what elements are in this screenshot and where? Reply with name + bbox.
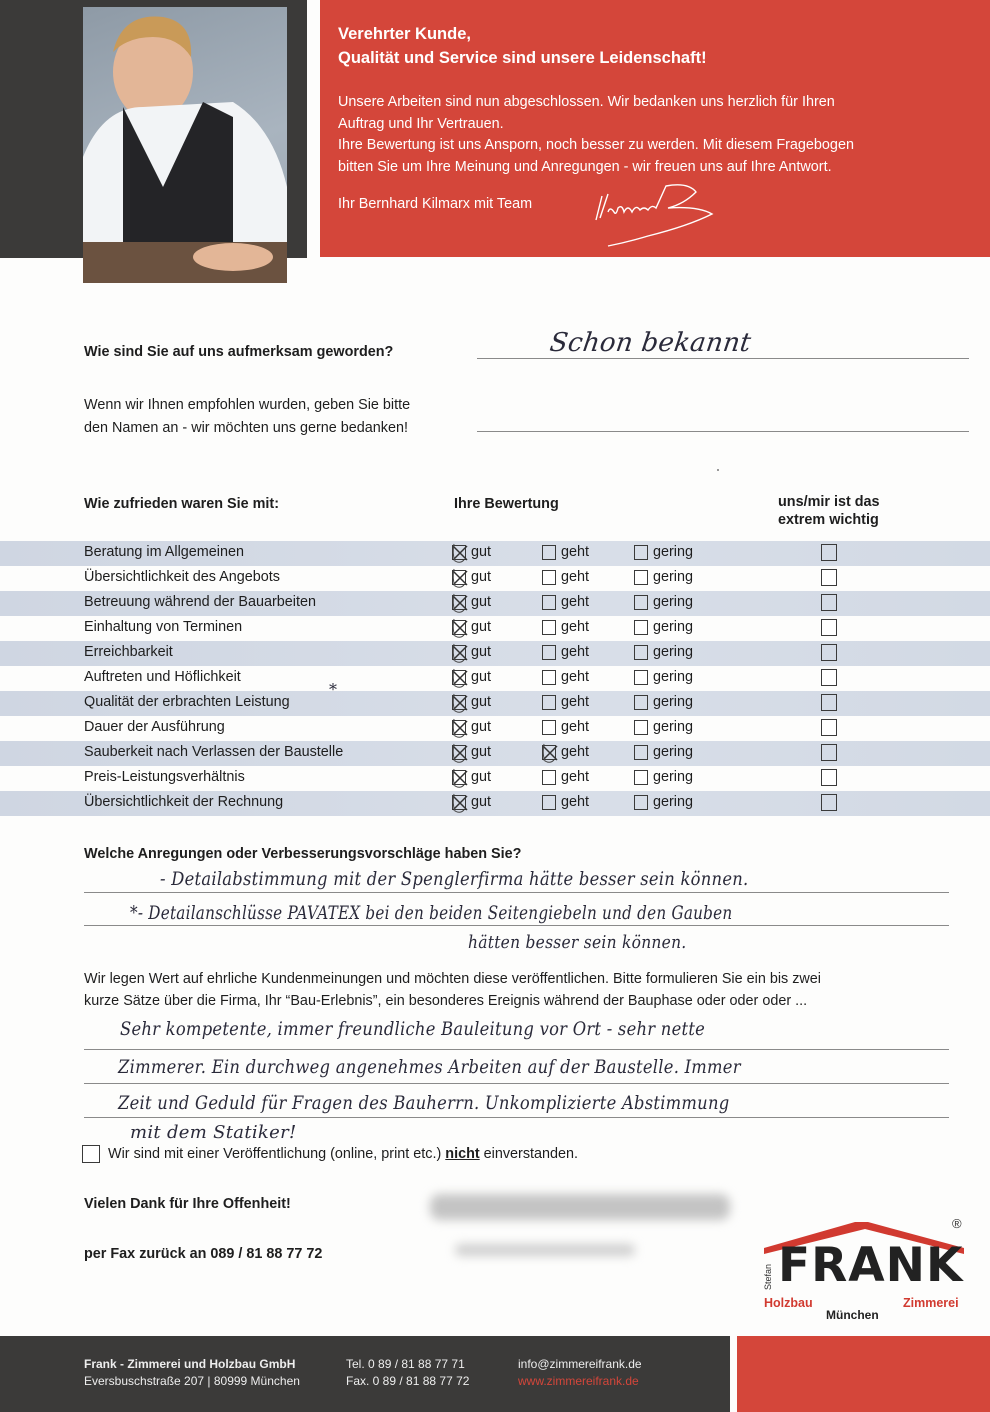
- optout-emphasis: nicht: [445, 1146, 480, 1162]
- checkbox-geht[interactable]: [542, 545, 556, 560]
- importance-checkbox[interactable]: [821, 669, 837, 686]
- referral-label-line: den Namen an - wir möchten uns gerne bedanken!: [84, 420, 408, 436]
- importance-checkbox-wrap[interactable]: [821, 644, 842, 661]
- source-question-label: Wie sind Sie auf uns aufmerksam geworden?: [84, 344, 394, 360]
- rating-row: [0, 541, 990, 566]
- footer-phone: [346, 1356, 469, 1390]
- checkbox-gut[interactable]: [452, 770, 466, 785]
- option-label: geht: [561, 594, 590, 610]
- option-label: gering: [653, 669, 694, 685]
- writing-line: [84, 892, 949, 893]
- rating-row: [0, 716, 990, 741]
- footer-fax: Fax. 0 89 / 81 88 77 72: [346, 1374, 470, 1388]
- option-label: gut: [471, 694, 492, 710]
- fax-instruction: per Fax zurück an 089 / 81 88 77 72: [84, 1246, 323, 1262]
- rating-option-geht[interactable]: [542, 619, 589, 635]
- testimonial-intro-line: kurze Sätze über die Firma, Ihr “Bau-Erlebnis”, ein besonderes Ereignis während der Bauphase oder oder oder ...: [84, 993, 808, 1009]
- testimonial-intro-line: Wir legen Wert auf ehrliche Kundenmeinungen und möchten diese veröffentlichen. Bitte formulieren Sie ein bis zwei: [84, 971, 821, 987]
- rating-row-label: Sauberkeit nach Verlassen der Baustelle: [84, 744, 344, 760]
- importance-checkbox[interactable]: [821, 594, 837, 611]
- publication-optout[interactable]: [82, 1145, 578, 1163]
- rating-row: [0, 566, 990, 591]
- importance-checkbox-wrap[interactable]: [821, 719, 842, 736]
- welcome-line: bitten Sie um Ihre Meinung und Anregungen - wir freuen uns auf Ihre Antwort.: [338, 158, 832, 175]
- option-label: geht: [561, 669, 590, 685]
- sign-off: Ihr Bernhard Kilmarx mit Team: [338, 196, 533, 212]
- suggestions-label: Welche Anregungen oder Verbesserungsvorschläge haben Sie?: [84, 846, 522, 862]
- option-label: gut: [471, 719, 492, 735]
- portrait-photo: [83, 7, 287, 283]
- redacted-name: [455, 1244, 635, 1256]
- option-label: gut: [471, 619, 492, 635]
- testimonial-line[interactable]: Zimmerer. Ein durchweg angenehmes Arbeiten auf der Baustelle. Immer: [118, 1056, 741, 1078]
- rating-option-gering[interactable]: [634, 644, 693, 660]
- footer-contact-bar: [0, 1336, 730, 1412]
- referral-answer-line: [477, 431, 969, 432]
- footer-email-link[interactable]: info@zimmereifrank.de: [518, 1357, 642, 1371]
- rating-option-gering[interactable]: [634, 594, 693, 610]
- rating-option-gering[interactable]: [634, 569, 693, 585]
- importance-checkbox-wrap[interactable]: [821, 594, 842, 611]
- footer-online: [518, 1356, 642, 1390]
- option-label: gering: [653, 644, 694, 660]
- rating-row: [0, 741, 990, 766]
- portrait-illustration: [83, 7, 287, 283]
- option-label: gut: [471, 769, 492, 785]
- rating-row-label: Qualität der erbrachten Leistung: [84, 694, 290, 710]
- importance-checkbox-wrap[interactable]: [821, 669, 842, 686]
- rating-row: [0, 691, 990, 716]
- option-label: gut: [471, 644, 492, 660]
- rating-row-label: Einhaltung von Terminen: [84, 619, 243, 635]
- testimonial-intro: [84, 968, 821, 1012]
- importance-checkbox[interactable]: [821, 794, 837, 811]
- option-label: geht: [561, 694, 590, 710]
- checkbox-geht[interactable]: [542, 720, 556, 735]
- rating-row: [0, 641, 990, 666]
- option-label: geht: [561, 769, 590, 785]
- checkbox-geht[interactable]: [542, 695, 556, 710]
- option-label: gering: [653, 769, 694, 785]
- checkbox-gering[interactable]: [634, 720, 648, 735]
- rating-option-gering[interactable]: [634, 544, 693, 560]
- thanks-text: Vielen Dank für Ihre Offenheit!: [84, 1196, 291, 1212]
- optout-text: Wir sind mit einer Veröffentlichung (online, print etc.): [108, 1146, 446, 1162]
- rating-row: [0, 616, 990, 641]
- rating-option-gut[interactable]: [452, 694, 491, 710]
- importance-checkbox-wrap[interactable]: [821, 544, 842, 561]
- option-label: geht: [561, 719, 590, 735]
- rating-option-gering[interactable]: [634, 719, 693, 735]
- registered-mark: ®: [952, 1216, 962, 1231]
- rating-row-label: Beratung im Allgemeinen: [84, 544, 244, 560]
- welcome-line: Auftrag und Ihr Vertrauen.: [338, 115, 504, 132]
- footer-company: [84, 1356, 300, 1390]
- checkbox-gering[interactable]: [634, 645, 648, 660]
- writing-line: [84, 1049, 949, 1050]
- optout-text-end: einverstanden.: [479, 1146, 579, 1162]
- option-label: geht: [561, 544, 590, 560]
- option-label: gering: [653, 544, 694, 560]
- checkbox-gut[interactable]: [452, 620, 466, 635]
- rating-option-geht[interactable]: [542, 769, 589, 785]
- importance-checkbox[interactable]: [821, 544, 837, 561]
- importance-checkbox-wrap[interactable]: [821, 694, 842, 711]
- welcome-heading: [338, 22, 707, 70]
- logo-left: Holzbau: [764, 1296, 813, 1310]
- testimonial-line[interactable]: Zeit und Geduld für Fragen des Bauherrn. Unkomplizierte Abstimmung: [118, 1092, 730, 1114]
- checkbox-gut[interactable]: [452, 795, 466, 810]
- checkbox-gering[interactable]: [634, 695, 648, 710]
- footer-company-name: Frank - Zimmerei und Holzbau GmbH: [84, 1357, 296, 1371]
- checkbox-geht[interactable]: [542, 595, 556, 610]
- rating-option-gut[interactable]: [452, 594, 491, 610]
- option-label: gering: [653, 594, 694, 610]
- checkbox-gering[interactable]: [634, 545, 648, 560]
- welcome-line: Ihre Bewertung ist uns Ansporn, noch besser zu werden. Mit diesem Fragebogen: [338, 137, 854, 153]
- source-answer-line: [477, 358, 969, 359]
- rating-column-header: Ihre Bewertung: [454, 496, 559, 512]
- importance-checkbox[interactable]: [821, 644, 837, 661]
- importance-checkbox-wrap[interactable]: [821, 569, 842, 586]
- option-label: gut: [471, 744, 492, 760]
- checkbox-gering[interactable]: [634, 770, 648, 785]
- checkbox-geht[interactable]: [542, 670, 556, 685]
- rating-option-geht[interactable]: [542, 669, 589, 685]
- importance-checkbox-wrap[interactable]: [821, 619, 842, 636]
- header-welcome-panel: [320, 0, 990, 257]
- welcome-text: [338, 92, 978, 178]
- importance-checkbox[interactable]: [821, 719, 837, 736]
- writing-line: [84, 1117, 949, 1118]
- option-label: gut: [471, 544, 492, 560]
- footer-tel[interactable]: Tel. 0 89 / 81 88 77 71: [346, 1357, 465, 1371]
- greeting: Verehrter Kunde,: [338, 25, 471, 43]
- rating-option-geht[interactable]: [542, 794, 589, 810]
- rating-option-gut[interactable]: [452, 719, 491, 735]
- handwritten-signature: [588, 178, 728, 248]
- checkbox-gering[interactable]: [634, 670, 648, 685]
- rating-option-geht[interactable]: [542, 744, 589, 760]
- checkbox-gut[interactable]: [452, 745, 466, 760]
- rating-option-gut[interactable]: [452, 569, 491, 585]
- rating-row-label: Dauer der Ausführung: [84, 719, 225, 735]
- rating-row-label: Auftreten und Höflichkeit: [84, 669, 241, 685]
- suggestion-line[interactable]: hätten besser sein können.: [468, 932, 687, 953]
- suggestion-line[interactable]: - Detailabstimmung mit der Spenglerfirma hätte besser sein können.: [160, 868, 749, 890]
- option-label: gering: [653, 744, 694, 760]
- rating-option-geht[interactable]: [542, 694, 589, 710]
- option-label: gering: [653, 619, 694, 635]
- option-label: gering: [653, 794, 694, 810]
- checkbox-geht[interactable]: [542, 770, 556, 785]
- checkbox-gering[interactable]: [634, 620, 648, 635]
- checkbox-gut[interactable]: [452, 570, 466, 585]
- rating-option-gut[interactable]: [452, 769, 491, 785]
- footer-red-block: [737, 1336, 990, 1412]
- checkbox-gut[interactable]: [452, 720, 466, 735]
- option-label: geht: [561, 619, 590, 635]
- rating-option-geht[interactable]: [542, 569, 589, 585]
- importance-header-line: extrem wichtig: [778, 512, 879, 528]
- option-label: gut: [471, 669, 492, 685]
- rating-option-gut[interactable]: [452, 669, 491, 685]
- checkbox-gut[interactable]: [452, 545, 466, 560]
- option-label: gut: [471, 594, 492, 610]
- importance-checkbox-wrap[interactable]: [821, 794, 842, 811]
- criteria-column-header: Wie zufrieden waren Sie mit:: [84, 496, 279, 512]
- checkbox-geht[interactable]: [542, 795, 556, 810]
- importance-checkbox[interactable]: [821, 619, 837, 636]
- option-label: gut: [471, 794, 492, 810]
- rating-row: [0, 766, 990, 791]
- tagline: Qualität und Service sind unsere Leidenschaft!: [338, 49, 707, 67]
- quality-annotation-asterisk: *: [329, 680, 338, 699]
- logo-city: München: [826, 1308, 879, 1322]
- rating-option-gering[interactable]: [634, 694, 693, 710]
- checkbox-gering[interactable]: [634, 745, 648, 760]
- referral-label-line: Wenn wir Ihnen empfohlen wurden, geben Sie bitte: [84, 397, 411, 413]
- importance-checkbox[interactable]: [821, 694, 837, 711]
- rating-row-label: Übersichtlichkeit des Angebots: [84, 569, 280, 585]
- rating-row-label: Betreuung während der Bauarbeiten: [84, 594, 317, 610]
- redacted-signature: [430, 1186, 750, 1226]
- option-label: geht: [561, 644, 590, 660]
- rating-option-gut[interactable]: [452, 794, 491, 810]
- rating-option-gut[interactable]: [452, 544, 491, 560]
- suggestion-line[interactable]: *- Detailanschlüsse PAVATEX bei den beiden Seitengiebeln und den Gauben: [130, 902, 733, 924]
- rating-option-geht[interactable]: [542, 719, 589, 735]
- checkbox-geht[interactable]: [542, 620, 556, 635]
- logo-wordmark: FRANK: [778, 1238, 964, 1293]
- rating-option-geht[interactable]: [542, 544, 589, 560]
- footer-address: Eversbuschstraße 207 | 80999 München: [84, 1374, 300, 1388]
- company-logo: [760, 1212, 975, 1324]
- rating-row-label: Erreichbarkeit: [84, 644, 173, 660]
- rating-option-gering[interactable]: [634, 669, 693, 685]
- importance-checkbox-wrap[interactable]: [821, 744, 842, 761]
- rating-option-gut[interactable]: [452, 744, 491, 760]
- referral-question-label: [84, 394, 410, 440]
- rating-option-geht[interactable]: [542, 644, 589, 660]
- writing-line: [84, 925, 949, 926]
- checkbox-gering[interactable]: [634, 595, 648, 610]
- testimonial-line[interactable]: Sehr kompetente, immer freundliche Bauleitung vor Ort - sehr nette: [120, 1018, 706, 1040]
- checkbox-gut[interactable]: [452, 670, 466, 685]
- option-label: gering: [653, 694, 694, 710]
- option-label: geht: [561, 569, 590, 585]
- logo-right: Zimmerei: [903, 1296, 959, 1310]
- option-label: geht: [561, 744, 590, 760]
- rating-row-label: Preis-Leistungsverhältnis: [84, 769, 245, 785]
- importance-header-line: uns/mir ist das: [778, 494, 880, 510]
- checkbox-geht[interactable]: [542, 745, 556, 760]
- rating-option-gering[interactable]: [634, 619, 693, 635]
- rating-option-gut[interactable]: [452, 619, 491, 635]
- option-label: gut: [471, 569, 492, 585]
- rating-row: [0, 666, 990, 691]
- importance-checkbox-wrap[interactable]: [821, 769, 842, 786]
- rating-row-label: Übersichtlichkeit der Rechnung: [84, 794, 284, 810]
- optout-checkbox[interactable]: [82, 1145, 100, 1163]
- rating-option-gering[interactable]: [634, 794, 693, 810]
- checkbox-geht[interactable]: [542, 570, 556, 585]
- option-label: gering: [653, 719, 694, 735]
- rating-row: [0, 791, 990, 816]
- importance-checkbox[interactable]: [821, 769, 837, 786]
- footer-website-link[interactable]: www.zimmereifrank.de: [518, 1374, 639, 1388]
- option-label: geht: [561, 794, 590, 810]
- checkbox-gut[interactable]: [452, 595, 466, 610]
- checkbox-gut[interactable]: [452, 695, 466, 710]
- option-label: gering: [653, 569, 694, 585]
- scan-speck: [717, 469, 719, 471]
- rating-option-gut[interactable]: [452, 644, 491, 660]
- rating-option-gering[interactable]: [634, 744, 693, 760]
- importance-checkbox[interactable]: [821, 744, 837, 761]
- checkbox-gering[interactable]: [634, 795, 648, 810]
- rating-option-gering[interactable]: [634, 769, 693, 785]
- checkbox-gut[interactable]: [452, 645, 466, 660]
- checkbox-gering[interactable]: [634, 570, 648, 585]
- welcome-line: Unsere Arbeiten sind nun abgeschlossen. Wir bedanken uns herzlich für Ihren: [338, 94, 835, 110]
- source-answer[interactable]: Schon bekannt: [547, 328, 754, 358]
- importance-column-header: [778, 493, 880, 529]
- importance-checkbox[interactable]: [821, 569, 837, 586]
- rating-option-geht[interactable]: [542, 594, 589, 610]
- logo-prefix: Stefan: [763, 1263, 773, 1290]
- checkbox-geht[interactable]: [542, 645, 556, 660]
- testimonial-line[interactable]: mit dem Statiker!: [130, 1122, 297, 1143]
- rating-row: [0, 591, 990, 616]
- writing-line: [84, 1083, 949, 1084]
